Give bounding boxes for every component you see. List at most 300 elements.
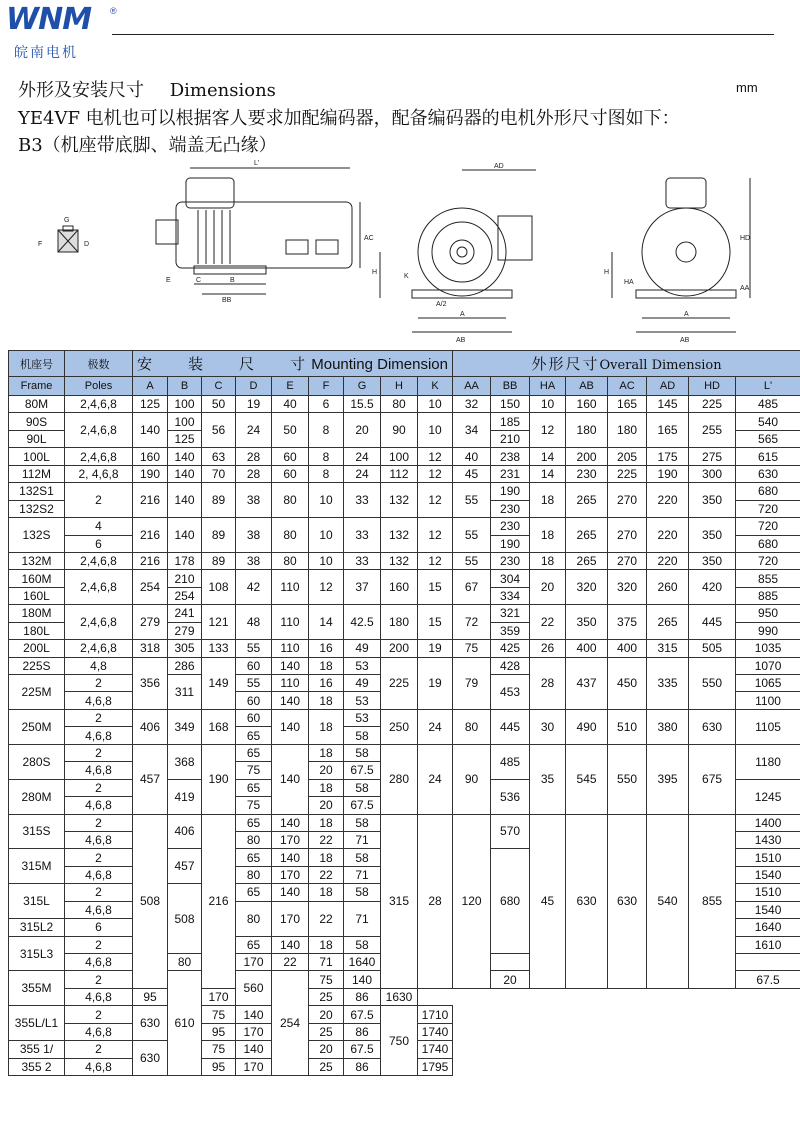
table-cell: 67.5 [344, 1006, 381, 1023]
col-header-d: D [236, 377, 272, 396]
label-ad: AD [494, 163, 504, 170]
table-cell: 540 [736, 413, 800, 430]
table-cell: 510 [608, 709, 647, 744]
table-cell: 570 [491, 814, 530, 849]
table-cell: 630 [566, 814, 608, 988]
table-cell: 230 [491, 552, 530, 569]
table-cell: 265 [566, 483, 608, 518]
table-cell: 165 [608, 396, 647, 413]
logo-wordmark: WNM [6, 2, 92, 37]
table-cell: 453 [491, 675, 530, 710]
table-cell: 170 [202, 988, 236, 1005]
table-cell: 305 [168, 640, 202, 657]
table-cell: 318 [133, 640, 168, 657]
table-cell: 190 [133, 465, 168, 482]
table-cell: 149 [202, 657, 236, 709]
col-header-e: E [272, 377, 309, 396]
label-a-end: A [684, 311, 689, 318]
table-cell: 58 [344, 884, 381, 901]
table-cell: 2 [65, 936, 133, 953]
table-cell: 1105 [736, 709, 800, 744]
label-c: C [196, 277, 202, 284]
table-cell: 1740 [418, 1023, 453, 1040]
table-cell: 178 [168, 552, 202, 569]
title-cn: 外形及安装尺寸 [18, 80, 144, 101]
table-cell: 65 [236, 884, 272, 901]
label-a2: A/2 [436, 301, 447, 308]
table-cell: 60 [236, 692, 272, 709]
table-cell: 10 [309, 483, 344, 518]
table-cell: 238 [491, 448, 530, 465]
table-cell: 18 [309, 884, 344, 901]
table-cell: 95 [202, 1023, 236, 1040]
table-cell: 320 [608, 570, 647, 605]
label-a: A [460, 311, 465, 318]
col-header-aa: AA [453, 377, 491, 396]
label-hd: HD [740, 235, 751, 242]
table-cell: 110 [272, 675, 309, 692]
table-cell: 95 [202, 1058, 236, 1075]
label-g: G [64, 217, 70, 224]
table-cell: 140 [168, 483, 202, 518]
table-cell: 100 [168, 396, 202, 413]
table-cell: 225 [608, 465, 647, 482]
table-cell: 1630 [381, 988, 418, 1005]
table-cell: 180 [608, 413, 647, 448]
table-cell: 18 [530, 552, 566, 569]
table-cell: 355M [9, 971, 65, 1006]
table-cell: 260 [647, 570, 689, 605]
table-cell: 485 [491, 744, 530, 779]
table-cell: 1065 [736, 675, 800, 692]
table-cell: 445 [689, 605, 736, 640]
col-header-a: A [133, 377, 168, 396]
table-cell: 275 [689, 448, 736, 465]
table-cell: 33 [344, 552, 381, 569]
table-cell: 55 [453, 483, 491, 518]
table-cell: 536 [491, 779, 530, 814]
table-cell: 80 [381, 396, 418, 413]
table-cell: 565 [736, 430, 800, 447]
table-cell: 180L [9, 622, 65, 639]
label-h2: H [604, 269, 610, 276]
table-cell: 90L [9, 430, 65, 447]
table-cell: 4,6,8 [65, 762, 133, 779]
table-cell: 71 [344, 866, 381, 883]
table-cell: 132S2 [9, 500, 65, 517]
table-cell: 65 [236, 744, 272, 761]
table-cell: 6 [65, 535, 133, 552]
table-cell: 1100 [736, 692, 800, 709]
table-cell: 355L/L1 [9, 1006, 65, 1041]
table-cell: 12 [309, 570, 344, 605]
table-cell: 140 [272, 692, 309, 709]
table-cell: 286 [168, 657, 202, 674]
table-cell: 8 [309, 465, 344, 482]
table-cell: 24 [344, 448, 381, 465]
table-cell: 610 [168, 971, 202, 1076]
table-cell: 22 [530, 605, 566, 640]
table-cell: 125 [133, 396, 168, 413]
table-cell: 368 [168, 744, 202, 779]
table-cell: 33 [344, 518, 381, 553]
table-cell: 95 [133, 988, 168, 1005]
table-cell: 160M [9, 570, 65, 587]
table-cell: 355 1/ [9, 1041, 65, 1058]
table-cell: 615 [736, 448, 800, 465]
table-cell: 132 [381, 518, 418, 553]
table-cell: 50 [272, 413, 309, 448]
table-cell: 457 [133, 744, 168, 814]
table-cell: 4,6,8 [65, 692, 133, 709]
table-cell: 18 [309, 657, 344, 674]
table-cell: 65 [236, 936, 272, 953]
table-cell: 355 2 [9, 1058, 65, 1075]
table-cell: 22 [309, 831, 344, 848]
table-cell: 315L3 [9, 936, 65, 971]
table-cell: 125 [168, 430, 202, 447]
table-cell: 22 [309, 866, 344, 883]
table-cell: 315L [9, 884, 65, 919]
col-header-b: B [168, 377, 202, 396]
table-cell: 508 [168, 884, 202, 954]
table-cell: 350 [566, 605, 608, 640]
table-cell: 2 [65, 1041, 133, 1058]
label-ab-end: AB [680, 337, 690, 344]
table-cell: 265 [566, 552, 608, 569]
table-cell: 132M [9, 552, 65, 569]
table-cell: 12 [418, 518, 453, 553]
table-cell: 550 [608, 744, 647, 814]
mount-header [133, 351, 453, 377]
table-cell: 58 [344, 744, 381, 761]
table-cell: 89 [202, 483, 236, 518]
table-cell: 120 [453, 814, 491, 988]
table-cell: 65 [236, 849, 272, 866]
table-cell: 210 [491, 430, 530, 447]
table-cell: 950 [736, 605, 800, 622]
table-cell: 86 [344, 1023, 381, 1040]
table-cell: 4,6,8 [65, 901, 133, 918]
overall-header [453, 351, 800, 377]
table-row [9, 657, 800, 674]
table-cell: 450 [608, 657, 647, 709]
table-cell: 170 [272, 866, 309, 883]
col-header-ad: AD [647, 377, 689, 396]
table-cell: 225 [689, 396, 736, 413]
table-cell: 170 [236, 1023, 272, 1040]
table-cell: 2,4,6,8 [65, 640, 133, 657]
table-cell: 216 [133, 483, 168, 518]
table-cell: 4,6,8 [65, 954, 133, 971]
table-cell: 50 [202, 396, 236, 413]
table-cell: 630 [689, 709, 736, 744]
table-cell: 75 [236, 797, 272, 814]
table-cell: 140 [272, 744, 309, 814]
label-lprime: L' [254, 160, 260, 167]
table-row [9, 552, 800, 569]
table-cell: 4 [65, 518, 133, 535]
label-bb: BB [222, 297, 232, 304]
table-cell: 485 [736, 396, 800, 413]
table-cell: 12 [418, 448, 453, 465]
table-cell: 280M [9, 779, 65, 814]
mount-header-cn: 安 装 尺 寸 [137, 355, 308, 373]
col-header-c: C [202, 377, 236, 396]
table-cell: 380 [647, 709, 689, 744]
table-cell: 140 [168, 465, 202, 482]
table-cell: 45 [453, 465, 491, 482]
table-cell: 2 [65, 744, 133, 761]
table-cell: 15 [418, 605, 453, 640]
table-cell: 680 [491, 849, 530, 954]
table-cell: 112M [9, 465, 65, 482]
table-row [9, 1006, 800, 1023]
table-row [9, 413, 800, 430]
table-cell: 1510 [736, 884, 800, 901]
table-cell: 1245 [736, 779, 800, 814]
table-cell: 2 [65, 779, 133, 796]
table-cell: 80M [9, 396, 65, 413]
table-cell: 720 [736, 518, 800, 535]
table-cell: 505 [689, 640, 736, 657]
table-cell: 315 [381, 814, 418, 988]
table-cell: 560 [236, 971, 272, 1006]
col-header-h: H [381, 377, 418, 396]
table-cell: 2,4,6,8 [65, 570, 133, 605]
table-cell: 63 [202, 448, 236, 465]
table-cell: 45 [530, 814, 566, 988]
table-cell: 185 [491, 413, 530, 430]
label-h: H [372, 269, 378, 276]
table-cell: 230 [491, 518, 530, 535]
table-cell: 250 [381, 709, 418, 744]
table-cell: 12 [418, 483, 453, 518]
table-cell: 20 [491, 971, 530, 988]
table-cell: 49 [344, 640, 381, 657]
table-cell: 38 [236, 552, 272, 569]
table-cell: 55 [236, 640, 272, 657]
table-cell: 334 [491, 587, 530, 604]
table-cell: 1430 [736, 831, 800, 848]
table-cell: 419 [168, 779, 202, 814]
table-cell: 180M [9, 605, 65, 622]
table-cell: 19 [418, 640, 453, 657]
table-cell: 349 [168, 709, 202, 744]
table-cell: 110 [272, 640, 309, 657]
table-cell: 350 [689, 552, 736, 569]
table-cell: 315S [9, 814, 65, 849]
table-cell: 12 [530, 413, 566, 448]
table-cell: 428 [491, 657, 530, 674]
table-cell: 60 [236, 657, 272, 674]
table-cell: 315L2 [9, 919, 65, 936]
table-cell: 132 [381, 483, 418, 518]
table-cell: 58 [344, 779, 381, 796]
table-cell: 270 [608, 483, 647, 518]
table-cell: 4,6,8 [65, 866, 133, 883]
table-cell: 168 [202, 709, 236, 744]
label-f: F [38, 241, 43, 248]
table-cell: 10 [530, 396, 566, 413]
table-cell: 110 [272, 605, 309, 640]
table-cell: 22 [272, 954, 309, 971]
table-cell: 230 [566, 465, 608, 482]
table-cell: 71 [309, 954, 344, 971]
table-cell: 1400 [736, 814, 800, 831]
table-cell: 12 [418, 552, 453, 569]
table-row [9, 396, 800, 413]
table-cell: 90 [381, 413, 418, 448]
table-cell: 42.5 [344, 605, 381, 640]
dimension-table [8, 350, 800, 1076]
table-cell: 170 [272, 901, 309, 936]
table-cell: 231 [491, 465, 530, 482]
table-cell: 8 [309, 413, 344, 448]
frame-header-cn: 机座号 [9, 351, 65, 377]
table-cell: 28 [530, 657, 566, 709]
table-cell: 30 [530, 709, 566, 744]
table-cell: 1540 [736, 901, 800, 918]
table-cell: 1510 [736, 849, 800, 866]
table-cell: 18 [309, 709, 344, 744]
table-cell: 26 [530, 640, 566, 657]
table-cell: 65 [236, 814, 272, 831]
table-cell: 255 [689, 413, 736, 448]
table-cell: 18 [309, 849, 344, 866]
table-cell: 279 [133, 605, 168, 640]
table-cell: 38 [236, 518, 272, 553]
table-cell: 315 [647, 640, 689, 657]
table-cell: 1740 [418, 1041, 453, 1058]
table-cell: 315M [9, 849, 65, 884]
table-cell: 2 [65, 971, 133, 988]
table-cell: 140 [168, 448, 202, 465]
table-cell: 216 [202, 814, 236, 988]
table-cell: 359 [491, 622, 530, 639]
table-cell: 320 [566, 570, 608, 605]
table-cell: 150 [491, 396, 530, 413]
table-cell: 210 [168, 570, 202, 587]
table-cell: 80 [236, 831, 272, 848]
table-cell: 90 [453, 744, 491, 814]
registered-mark: ® [110, 6, 117, 16]
table-cell: 190 [491, 535, 530, 552]
table-cell: 4,6,8 [65, 797, 133, 814]
table-cell: 2,4,6,8 [65, 396, 133, 413]
table-cell: 720 [736, 552, 800, 569]
table-cell: 254 [133, 570, 168, 605]
table-cell: 205 [608, 448, 647, 465]
table-cell: 140 [272, 884, 309, 901]
dimension-drawings [0, 160, 800, 348]
table-cell: 885 [736, 587, 800, 604]
table-cell: 356 [133, 657, 168, 709]
table-cell: 170 [236, 954, 272, 971]
table-row [9, 640, 800, 657]
table-cell: 675 [689, 744, 736, 814]
col-header-k: K [418, 377, 453, 396]
table-cell: 80 [236, 901, 272, 936]
table-cell: 400 [566, 640, 608, 657]
table-cell: 75 [236, 762, 272, 779]
table-cell: 160L [9, 587, 65, 604]
table-cell: 121 [202, 605, 236, 640]
col-header-bb: BB [491, 377, 530, 396]
table-cell: 80 [168, 954, 202, 971]
table-row [9, 709, 800, 726]
table-cell: 2 [65, 884, 133, 901]
table-cell: 12 [418, 465, 453, 482]
table-cell: 1180 [736, 744, 800, 779]
col-header-ab: AB [566, 377, 608, 396]
table-cell: 65 [236, 779, 272, 796]
table-cell: 140 [272, 657, 309, 674]
table-cell: 75 [309, 971, 344, 988]
table-cell: 70 [202, 465, 236, 482]
table-cell: 25 [309, 988, 344, 1005]
label-ab: AB [456, 337, 466, 344]
table-cell: 80 [453, 709, 491, 744]
table-cell: 680 [736, 535, 800, 552]
table-cell: 16 [309, 640, 344, 657]
table-cell: 25 [309, 1023, 344, 1040]
table-cell: 67.5 [344, 1041, 381, 1058]
table-cell: 20 [309, 1041, 344, 1058]
table-cell: 112 [381, 465, 418, 482]
table-cell: 280 [381, 744, 418, 814]
table-cell: 220 [647, 518, 689, 553]
table-cell: 140 [272, 814, 309, 831]
table-cell: 71 [344, 831, 381, 848]
table-cell: 335 [647, 657, 689, 709]
table-row [9, 448, 800, 465]
table-cell: 10 [309, 552, 344, 569]
table-cell: 300 [689, 465, 736, 482]
frame-header-en: Frame [9, 377, 65, 396]
table-cell: 28 [236, 465, 272, 482]
table-row [9, 605, 800, 622]
table-cell: 190 [491, 483, 530, 500]
table-cell: 24 [344, 465, 381, 482]
table-cell: 20 [309, 797, 344, 814]
table-cell: 254 [168, 587, 202, 604]
front-view [372, 163, 536, 344]
table-cell: 40 [453, 448, 491, 465]
table-cell: 630 [133, 1006, 168, 1041]
brand-logo [6, 4, 126, 64]
table-cell: 110 [272, 570, 309, 605]
table-cell: 140 [272, 709, 309, 744]
table-cell: 79 [453, 657, 491, 709]
table-cell: 18 [309, 692, 344, 709]
table-cell: 86 [344, 1058, 381, 1075]
table-cell: 53 [344, 657, 381, 674]
table-cell: 33 [344, 483, 381, 518]
table-cell: 56 [202, 413, 236, 448]
table-cell: 42 [236, 570, 272, 605]
shaft-key-detail [38, 217, 89, 252]
table-cell: 132S1 [9, 483, 65, 500]
table-cell: 18 [309, 744, 344, 761]
table-cell: 67.5 [736, 971, 800, 988]
table-cell: 630 [133, 1041, 168, 1076]
table-cell: 1640 [736, 919, 800, 936]
table-cell: 420 [689, 570, 736, 605]
col-header-ac: AC [608, 377, 647, 396]
table-cell: 254 [272, 971, 309, 1076]
table-cell: 2 [65, 849, 133, 866]
